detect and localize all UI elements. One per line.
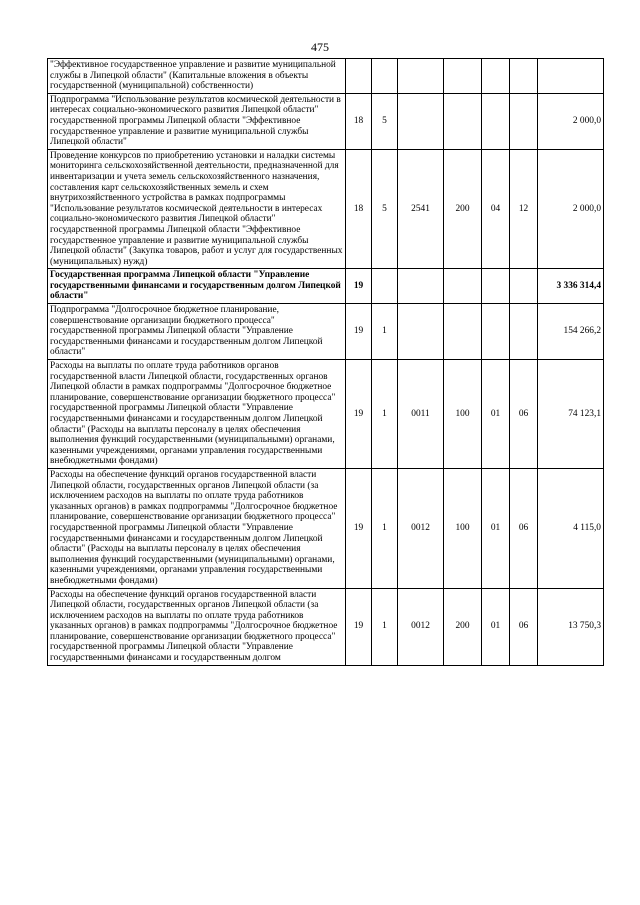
- row-rz: 01: [482, 468, 510, 588]
- row-csr: 0011: [398, 360, 444, 469]
- row-sum: 13 750,3: [538, 588, 604, 665]
- row-name: "Эффективное государственное управление и развитие муниципальной службы в Липецкой области" (Капитальные вложения в объекты государственной (муниципальной) собственности): [48, 59, 346, 94]
- row-sum: 2 000,0: [538, 149, 604, 269]
- row-rz: [482, 93, 510, 149]
- table-row: [48, 360, 604, 469]
- row-csr: [398, 59, 444, 94]
- row-pr: [510, 93, 538, 149]
- row-csr: 0012: [398, 588, 444, 665]
- row-vr: 200: [444, 149, 482, 269]
- row-ved: 18: [346, 93, 372, 149]
- row-rz: [482, 269, 510, 304]
- table-row: [48, 468, 604, 588]
- table-row: [48, 93, 604, 149]
- row-razdel: 1: [372, 588, 398, 665]
- row-name: Подпрограмма "Использование результатов космической деятельности в интересах социально-экономического развития Липецкой области" государственной программы Липецкой области "Эффективное государственное управление и развитие муниципальной службы Липецкой области": [48, 93, 346, 149]
- row-razdel: 1: [372, 468, 398, 588]
- row-sum: 4 115,0: [538, 468, 604, 588]
- row-sum: 74 123,1: [538, 360, 604, 469]
- row-rz: [482, 304, 510, 360]
- row-pr: 06: [510, 360, 538, 469]
- row-rz: 01: [482, 588, 510, 665]
- row-vr: [444, 304, 482, 360]
- row-ved: 19: [346, 304, 372, 360]
- row-vr: 100: [444, 360, 482, 469]
- row-ved: 19: [346, 588, 372, 665]
- row-razdel: 5: [372, 93, 398, 149]
- row-sum: 154 266,2: [538, 304, 604, 360]
- row-ved: 19: [346, 360, 372, 469]
- row-razdel: 5: [372, 149, 398, 269]
- row-rz: 01: [482, 360, 510, 469]
- row-ved: 19: [346, 468, 372, 588]
- row-rz: 04: [482, 149, 510, 269]
- budget-table: [47, 58, 604, 666]
- row-vr: [444, 59, 482, 94]
- row-razdel: 1: [372, 360, 398, 469]
- row-pr: [510, 269, 538, 304]
- row-csr: 2541: [398, 149, 444, 269]
- page-number: 475: [311, 40, 329, 54]
- row-csr: [398, 269, 444, 304]
- row-razdel: [372, 59, 398, 94]
- row-vr: [444, 93, 482, 149]
- row-name: Государственная программа Липецкой области "Управление государственными финансами и государственным долгом Липецкой области": [48, 269, 346, 304]
- table-row: [48, 59, 604, 94]
- row-razdel: [372, 269, 398, 304]
- row-sum: 2 000,0: [538, 93, 604, 149]
- row-sum: 3 336 314,4: [538, 269, 604, 304]
- row-rz: [482, 59, 510, 94]
- row-ved: 18: [346, 149, 372, 269]
- row-name: Подпрограмма "Долгосрочное бюджетное планирование, совершенствование организации бюджетного процесса" государственной программы Липецкой области "Управление государственными финансами и государственным долгом Липецкой области": [48, 304, 346, 360]
- row-pr: [510, 59, 538, 94]
- row-csr: [398, 93, 444, 149]
- row-ved: 19: [346, 269, 372, 304]
- row-name: Проведение конкурсов по приобретению установки и наладки системы мониторинга сельскохозяйственной деятельности, предназначенной для инвентаризации и учета земель сельскохозяйственного назначения, составления карт сельскохозяйственных земель и схем внутрихозяйственного устройства в рамках подпрограммы "Использование результатов космической деятельности в интересах социально-экономического развития Липецкой области" государственной программы Липецкой области "Эффективное государственное управление и развитие муниципальной службы Липецкой области" (Закупка товаров, работ и услуг для государственных (муниципальных) нужд): [48, 149, 346, 269]
- row-name: Расходы на выплаты по оплате труда работников органов государственной власти Липецкой области, государственных органов Липецкой области в рамках подпрограммы "Долгосрочное бюджетное планирование, совершенствование организации бюджетного процесса" государственной программы Липецкой области "Управление государственными финансами и государственным долгом Липецкой области" (Расходы на выплаты персоналу в целях обеспечения выполнения функций государственными (муниципальными) органами, казенными учреждениями, органами управления государственными внебюджетными фондами): [48, 360, 346, 469]
- row-ved: [346, 59, 372, 94]
- table-row: [48, 588, 604, 665]
- row-name: Расходы на обеспечение функций органов государственной власти Липецкой области, государственных органов Липецкой области (за исключением расходов на выплаты по оплате труда работников указанных органов) в рамках подпрограммы "Долгосрочное бюджетное планирование, совершенствование организации бюджетного процесса" государственной программы Липецкой области "Управление государственными финансами и государственным долгом Липецкой области" (Расходы на выплаты персоналу в целях обеспечения выполнения функций государственными (муниципальными) органами, казенными учреждениями, органами управления государственными внебюджетными фондами): [48, 468, 346, 588]
- row-vr: 200: [444, 588, 482, 665]
- row-pr: 12: [510, 149, 538, 269]
- row-csr: [398, 304, 444, 360]
- row-pr: [510, 304, 538, 360]
- row-vr: [444, 269, 482, 304]
- row-pr: 06: [510, 588, 538, 665]
- row-sum: [538, 59, 604, 94]
- table-row: [48, 304, 604, 360]
- row-pr: 06: [510, 468, 538, 588]
- row-name: Расходы на обеспечение функций органов государственной власти Липецкой области, государственных органов Липецкой области (за исключением расходов на выплаты по оплате труда работников указанных органов) в рамках подпрограммы "Долгосрочное бюджетное планирование, совершенствование организации бюджетного процесса" государственной программы Липецкой области "Управление государственными финансами и государственным долгом: [48, 588, 346, 665]
- table-row: [48, 149, 604, 269]
- row-vr: 100: [444, 468, 482, 588]
- table-row: [48, 269, 604, 304]
- row-razdel: 1: [372, 304, 398, 360]
- row-csr: 0012: [398, 468, 444, 588]
